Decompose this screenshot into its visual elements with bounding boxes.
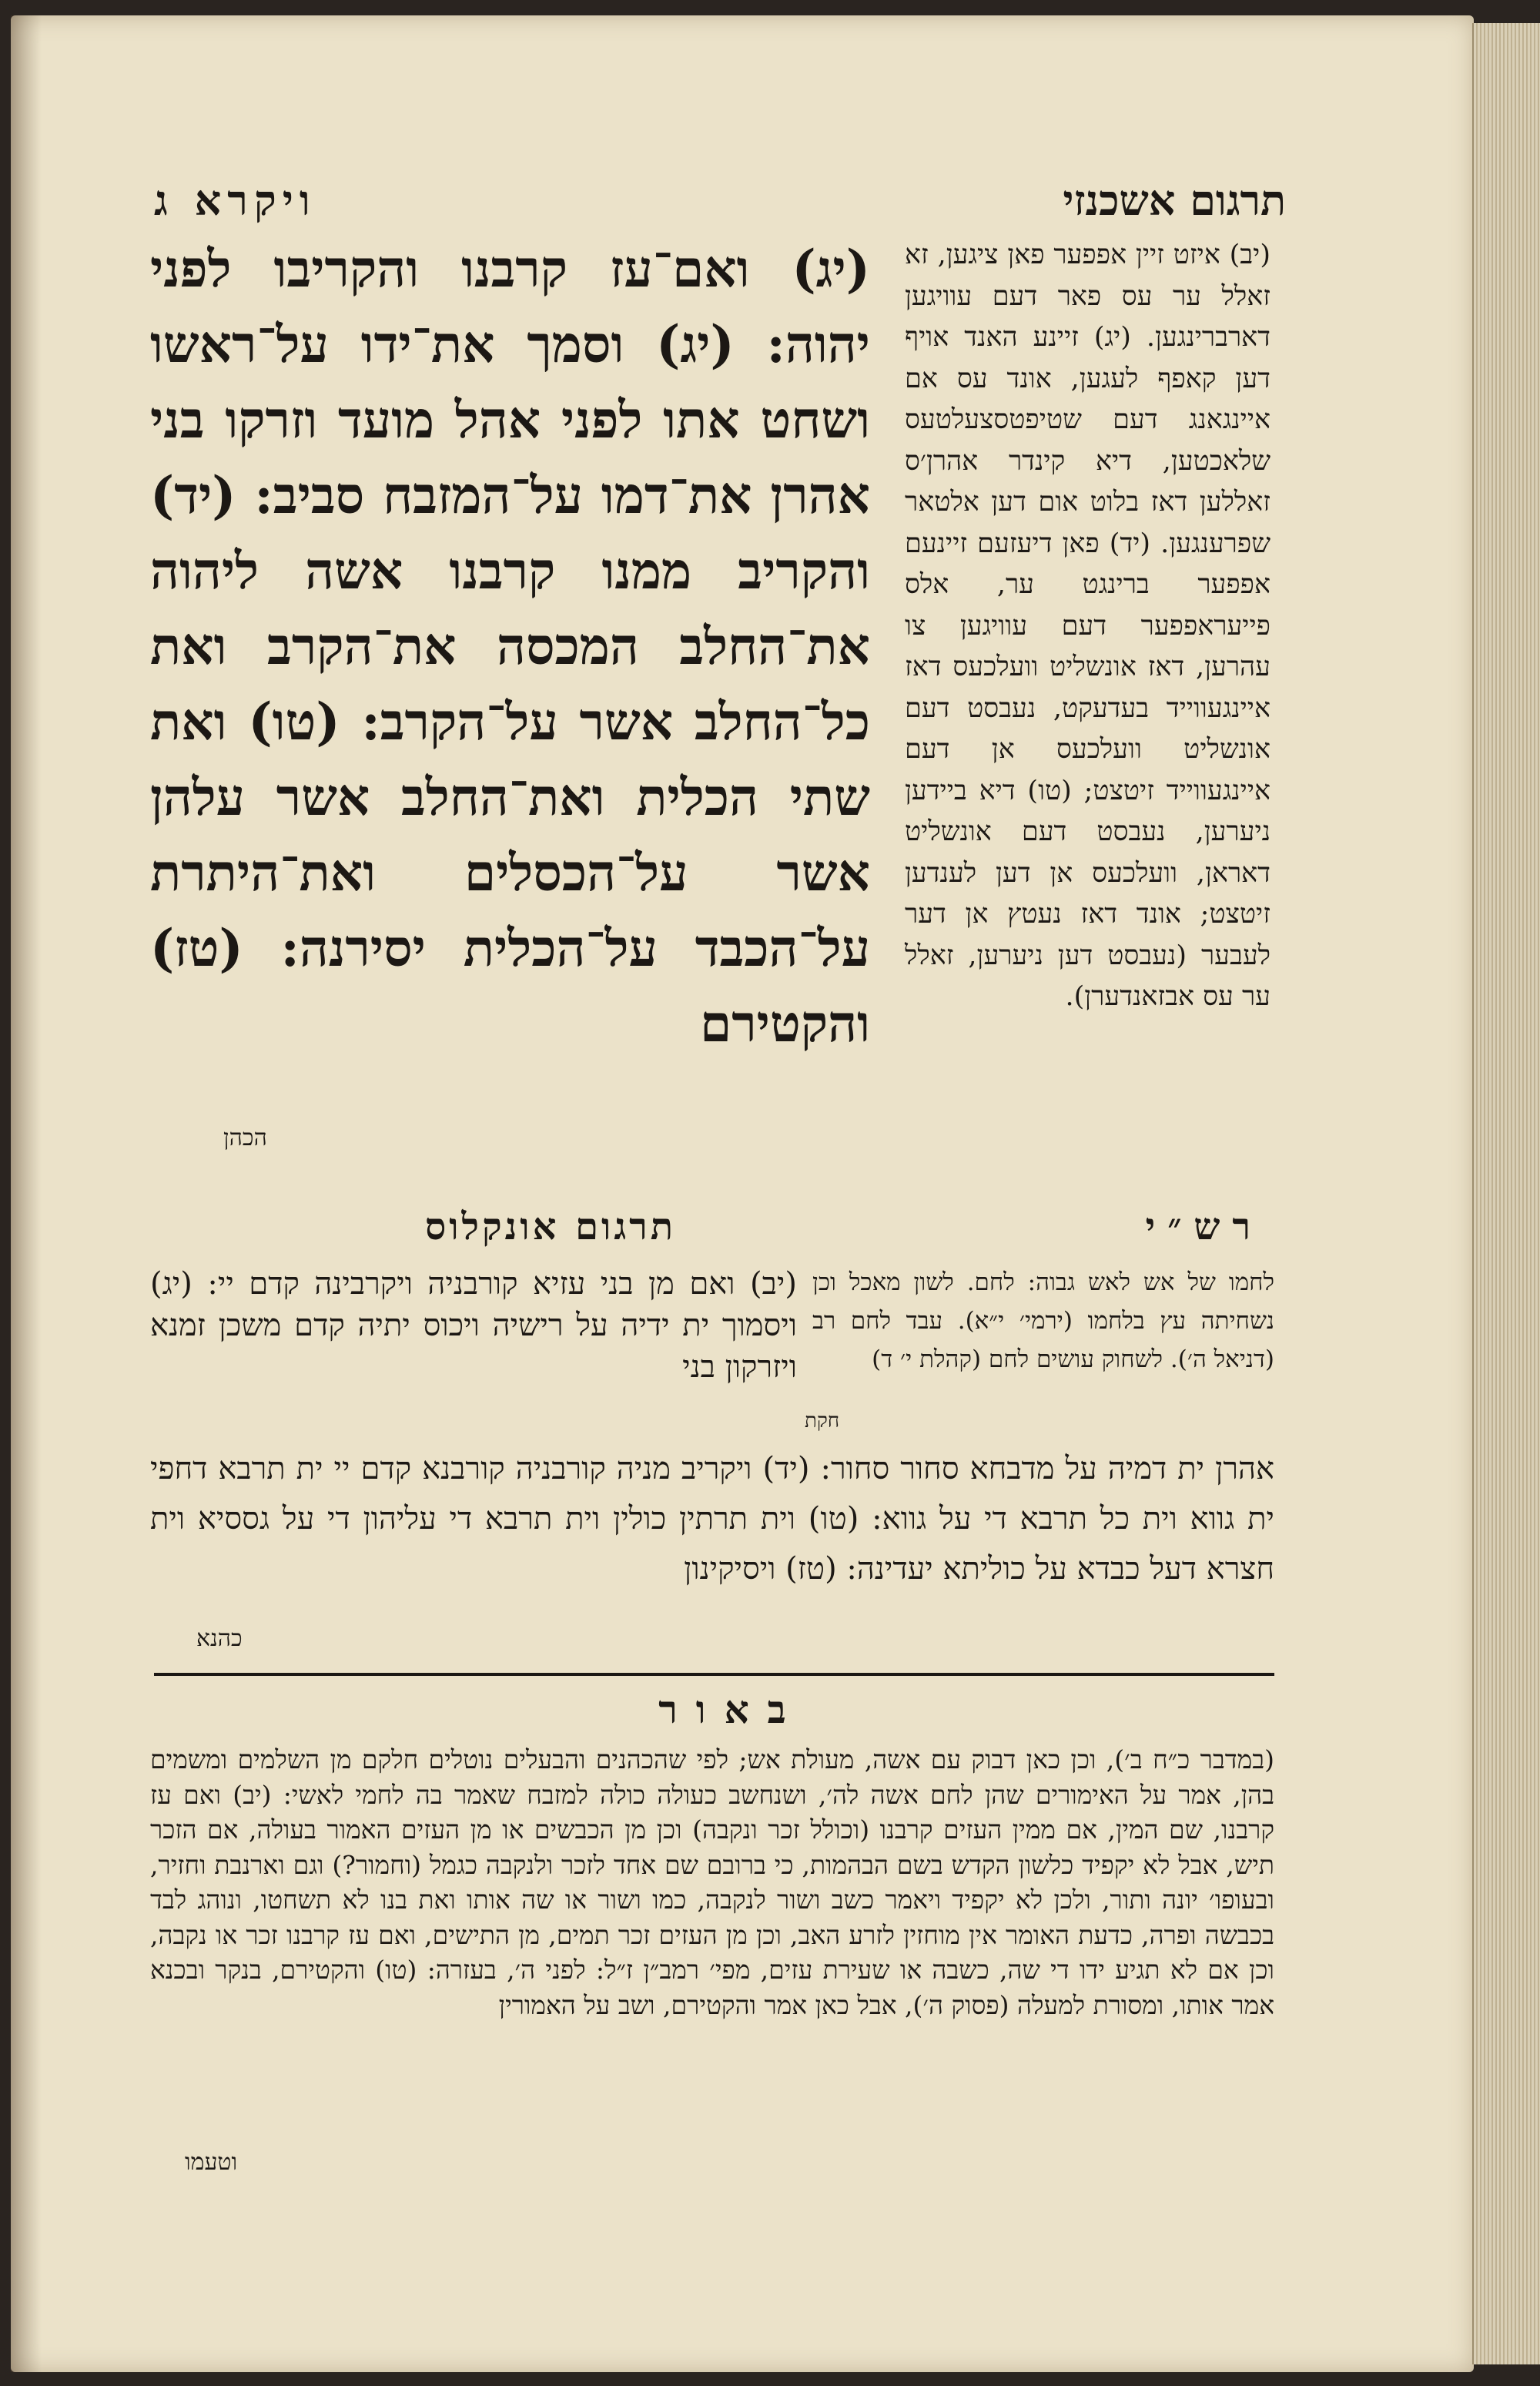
biur-commentary: (במדבר כ״ח ב׳), וכן כאן דבוק עם אשה, מעולת אש; לפי שהכהנים והבעלים נוטלים חלקם מן השלמים ומשמים בהן, אמר על האימורים שהן לחם אשה לה׳, ושנחשב כעולה כולה למזבח שאמר בה לחמי לאשי: (יב) ואם עז קרבנו, שם המין, אם ממין העזים קרבנו (וכולל זכר ונקבה) וכן מן הכבשים או מן העזים האמור בעולה, אם הזכר תיש, אבל לא יקפיד כלשון הקדש בשם הבהמות, כי ברובם שם אחד לזכר ולנקבה כגמל (וחמור?) וגם וארנבת וחזיר, ובעופו׳ יונה ותור, ולכן לא יקפיד ויאמר כשב ושור לנקבה, כמו ושור או שה אותו ואת בנו לא תשחטו, ונוהג לבד בכבשה ופרה, כדעת האומר אין מוחזין לזרע האב, וכן מן העזים זכר תמים, מן התישים, ואם עז קרבנו זכר או נקבה, וכן אם לא תגיע ידו די שה, כשבה או שעירת עזים, מפי׳ רמב״ן ז״ל: לפני ה׳, בעזרה: (טו) והקטירם, בנקר ובכנא אמר אותו, ומסורת למעלה (פסוק ה׳), אבל כאן אמר והקטירם, ושב על האמורין: [150, 1744, 1274, 2020]
main-catchword: הכהן: [223, 1124, 267, 1151]
gutter-shadow: [11, 15, 42, 2372]
rashi-heading: רש״י: [1145, 1205, 1263, 1248]
onkelos-heading: תרגום אונקלוס: [424, 1205, 677, 1248]
rashi-catchword: חקת: [805, 1409, 840, 1433]
yiddish-translation-column: (יב) איזט זיין אפפער פאן ציגען, זא זאלל ער עס פאר דעם עוויגען דארברינגען. (יג) זיינע האנד אויף דען קאפף לעגען, אונד עס אם איינגאנג דעם שטיפטסצעלטעס שלאכטען, דיא קינדר אהרן׳ס זאללען דאז בלוט אום דען אלטאר שפרענגען. (יד) פאן דיעזעם זיינעם אפפער ברינגט ער, אלס פייעראפפער דעם עוויגען צו עהרען, דאז אונשליט וועלכעס דאז איינגעווייד בעדעקט, נעבסט דעם אונשליט וועלכעס אן דעם איינגעווייד זיטצט; (טו) דיא ביידען ניערען, נעבסט דעם אונשליט דאראן, וועלכעס אן דען לענדען זיטצט; אונד דאז נעטץ אן דער לעבער (נעבסט דען ניערען, זאלל ער עס אבזאנדערן).: [905, 240, 1270, 1012]
page-fore-edge: [1472, 23, 1540, 2364]
section-divider-rule: [154, 1673, 1274, 1676]
onkelos-column-text: (יב) ואם מן בני עזיא קורבניה ויקרבינה קדם יי: (יג) ויסמוך ית ידיה על רישיה ויכוס יתיה קדם משכן זמנא ויזרקון בני: [150, 1266, 797, 1385]
onkelos-catchword: כהנא: [196, 1625, 243, 1652]
running-header-left: ויקרא ג: [154, 176, 316, 225]
onkelos-full-width-text: אהרן ית דמיה על מדבחא סחור סחור: (יד) ויקריב מניה קורבניה קורבנא קדם יי ית תרבא דחפי ית גווא וית כל תרבא די על גווא: (טו) וית תרתין כולין וית תרבא די עליהון די על גססיא וית חצרא דעל כבדא על כוליתא יעדינה: (טז) ויסיקינון: [150, 1451, 1274, 1587]
hebrew-main-text: (יג) ואם־עז קרבנו והקריבו לפני יהוה: (יג) וסמך את־ידו על־ראשו ושחט אתו לפני אהל מועד וזרקו בני אהרן את־דמו על־המזבח סביב: (יד) והקריב ממנו קרבנו אשה ליהוה את־החלב המכסה את־הקרב ואת כל־החלב אשר על־הקרב: (טו) ואת שתי הכלית ואת־החלב אשר עלהן אשר על־הכסלים ואת־היתרת על־הכבד על־הכלית יסירנה: (טז) והקטירם: [150, 239, 870, 1054]
rashi-commentary: לחמו של אש לאש גבוה: לחם. לשון מאכל וכן נשחיתה עץ בלחמו (ירמי׳ י״א). עבד לחם רב (דניאל ה׳). לשחוק עושים לחם (קהלת י׳ ד): [812, 1268, 1274, 1373]
biur-heading: באור: [658, 1687, 805, 1732]
running-header-right: תרגום אשכנזי: [1063, 176, 1286, 225]
biur-catchword: וטעמו: [185, 2149, 238, 2176]
